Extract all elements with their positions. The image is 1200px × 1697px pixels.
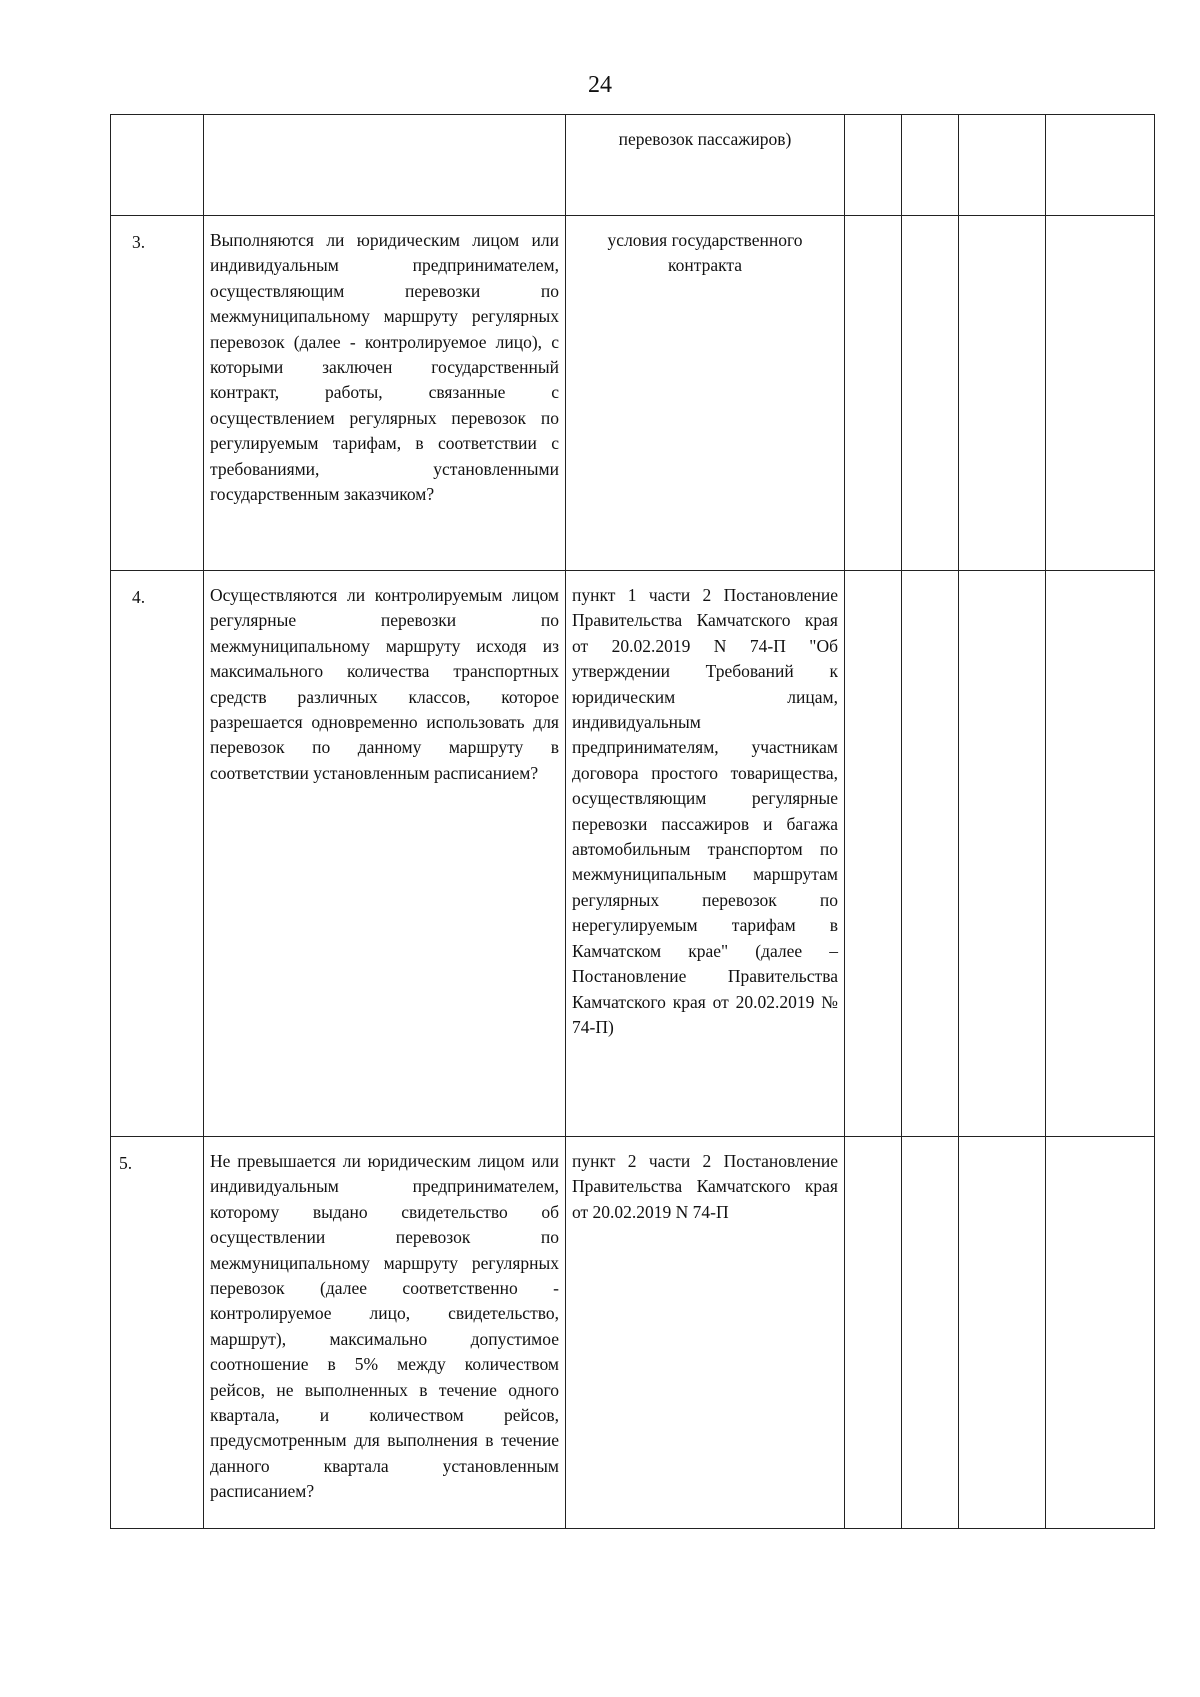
- checklist-table: [110, 114, 1155, 1529]
- question-cell: [204, 1137, 566, 1529]
- answer-cell-yes: [845, 115, 902, 216]
- row-number: 3.: [132, 232, 146, 252]
- question-cell: [204, 115, 566, 216]
- question-cell: [204, 571, 566, 1137]
- reference-cell: [566, 571, 845, 1137]
- reference-cell: [566, 1137, 845, 1529]
- table-row: [111, 115, 1155, 216]
- row-number-cell: [111, 216, 204, 571]
- answer-cell-yes: [845, 571, 902, 1137]
- answer-cell-not-applicable: [959, 571, 1046, 1137]
- notes-cell: [1046, 115, 1155, 216]
- question-text: Выполняются ли юридическим лицом или индивидуальным предпринимателем, осуществляющим перевозки по межмуниципальному маршруту регулярных перевозок (далее - контролируемое лицо), с которыми заключен государственный контракт, работы, связанные с осуществлением регулярных перевозок по регулируемым тарифам, в соответствии с требованиями, установленными государственным заказчиком?: [210, 230, 559, 505]
- row-number-cell: [111, 115, 204, 216]
- row-number: 5.: [119, 1153, 133, 1173]
- answer-cell-not-applicable: [959, 1137, 1046, 1529]
- row-number-cell: [111, 571, 204, 1137]
- question-cell: [204, 216, 566, 571]
- answer-cell-yes: [845, 216, 902, 571]
- answer-cell-no: [902, 216, 959, 571]
- reference-text: пункт 1 части 2 Постановление Правительства Камчатского края от 20.02.2019 N 74-П "Об утверждении Требований к юридическим лицам, индивидуальным предпринимателям, участникам договора простого товарищества, осуществляющим регулярные перевозки пассажиров и багажа автомобильным транспортом по межмуниципальным маршрутам регулярных перевозок по нерегулируемым тарифам в Камчатском крае" (далее – Постановление Правительства Камчатского края от 20.02.2019 № 74-П): [572, 585, 838, 1037]
- notes-cell: [1046, 1137, 1155, 1529]
- answer-cell-not-applicable: [959, 216, 1046, 571]
- row-number-cell: [111, 1137, 204, 1529]
- table-row: [111, 571, 1155, 1137]
- question-text: Осуществляются ли контролируемым лицом регулярные перевозки по межмуниципальному маршруту исходя из максимального количества транспортных средств различных классов, которое разрешается одновременно использовать для перевозок по данному маршруту в соответствии установленным расписанием?: [210, 585, 559, 783]
- answer-cell-yes: [845, 1137, 902, 1529]
- row-number: 4.: [132, 587, 146, 607]
- question-text: Не превышается ли юридическим лицом или индивидуальным предпринимателем, которому выдано свидетельство об осуществлении перевозок по межмуниципальному маршруту регулярных перевозок (далее соответственно - контролируемое лицо, свидетельство, маршрут), максимально допустимое соотношение в 5% между количеством рейсов, не выполненных в течение одного квартала, и количеством рейсов, предусмотренным для выполнения в течение данного квартала установленным расписанием?: [210, 1151, 559, 1502]
- table-row: [111, 1137, 1155, 1529]
- page-number: 24: [588, 72, 612, 98]
- answer-cell-no: [902, 571, 959, 1137]
- reference-text: перевозок пассажиров): [618, 129, 792, 149]
- reference-cell: [566, 216, 845, 571]
- table-row: [111, 216, 1155, 571]
- notes-cell: [1046, 571, 1155, 1137]
- reference-text: пункт 2 части 2 Постановление Правительства Камчатского края от 20.02.2019 N 74-П: [572, 1151, 838, 1222]
- answer-cell-no: [902, 115, 959, 216]
- reference-cell: [566, 115, 845, 216]
- reference-text: условия государственного контракта: [607, 230, 803, 276]
- notes-cell: [1046, 216, 1155, 571]
- answer-cell-not-applicable: [959, 115, 1046, 216]
- answer-cell-no: [902, 1137, 959, 1529]
